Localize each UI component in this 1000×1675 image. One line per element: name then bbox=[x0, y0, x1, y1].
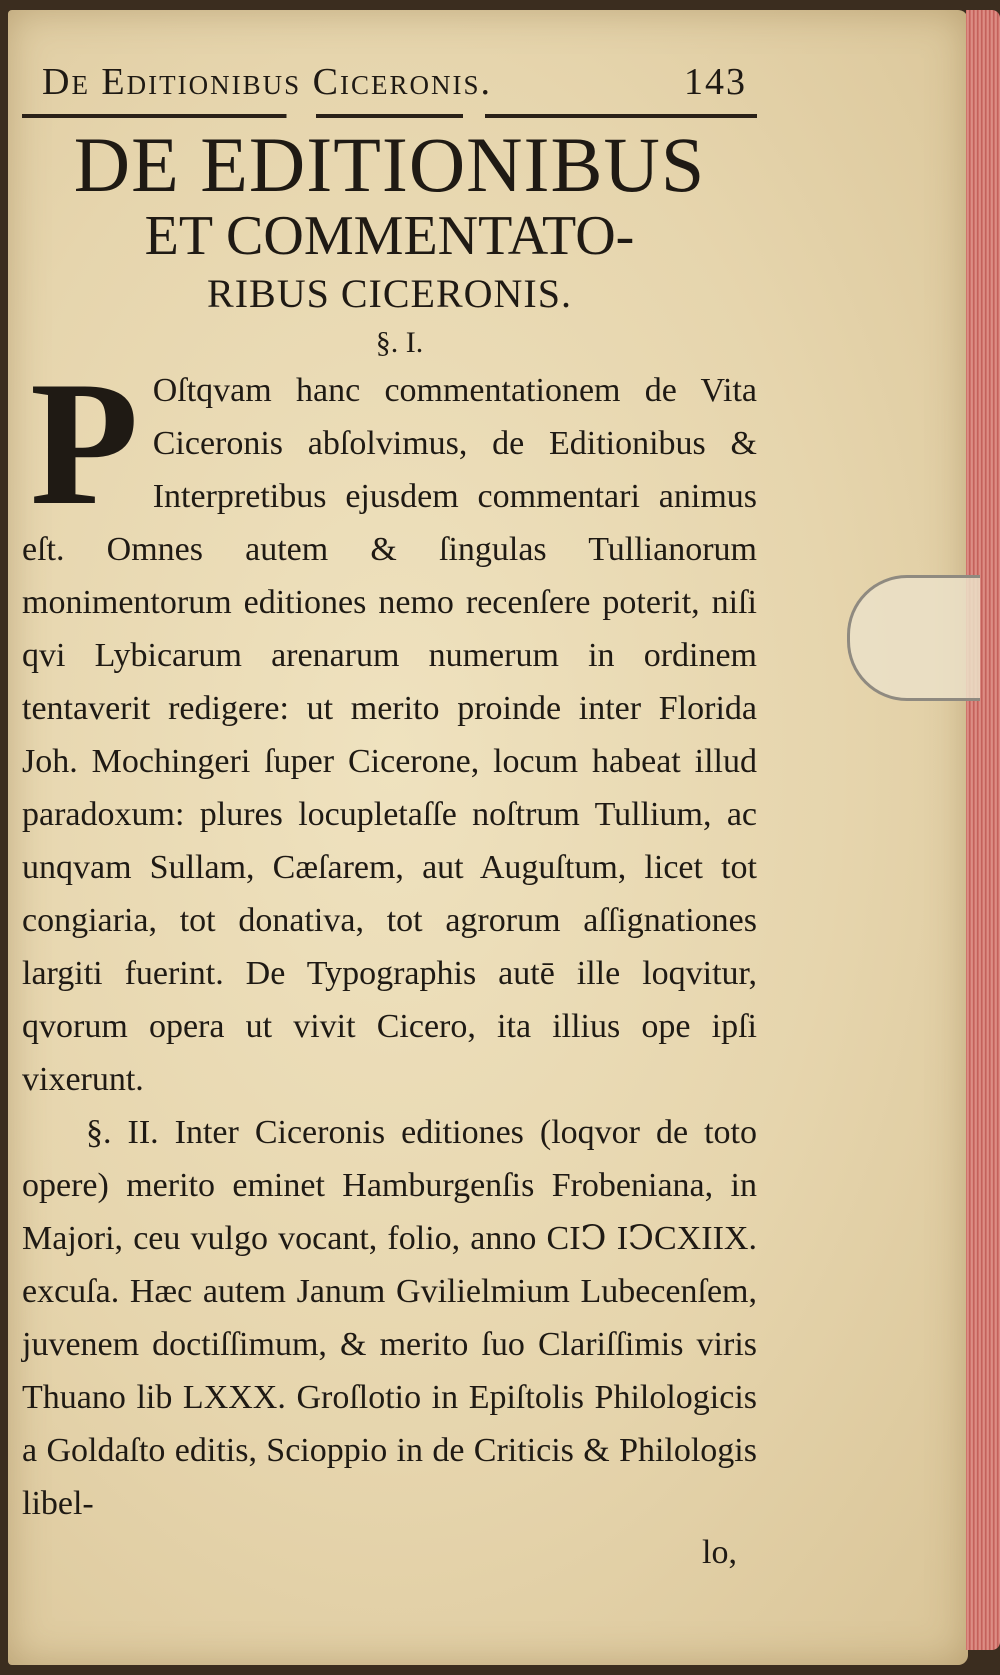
paragraph-1-text: Oſtqvam hanc commentationem de Vita Ciceronis abſolvimus, de Editionibus & Interpretibus ejusdem commentari animus eſt. Omnes autem & ſingulas Tullianorum monimentorum editiones nemo recenſere poterit, niſi qvi Lybicarum arenarum numerum in ordinem tentaverit redigere: ut merito proinde inter Florida Joh. Mochingeri ſuper Cicerone, locum habeat illud paradoxum: plures locupletaſſe noſtrum Tullium, ac unqvam Sullam, Cæſarem, aut Auguſtum, licet tot congiaria, tot donativa, tot agrorum aſſignationes largiti fuerint. De Typographis autē ille loqvitur, qvorum opera ut vivit Cicero, ita illius ope ipſi vixerunt. bbox=[22, 372, 757, 1099]
catchword: lo, bbox=[702, 1534, 737, 1572]
paragraph-2: §. II. Inter Ciceronis editiones (loqvor de toto opere) merito eminet Hamburgenſis Frobeniana, in Majori, ceu vulgo vocant, folio, anno CIↃ IↃCXIIX. excuſa. Hæc autem Janum Gvilielmium Lubecenſem, juvenem doctiſſimum, & merito ſuo Clariſſimis viris Thuano lib LXXX. Groſlotio in Epiſtolis Philologicis a Goldaſto editis, Scioppio in de Criticis & Philologis libel- bbox=[22, 1114, 757, 1523]
page-edge-red bbox=[966, 10, 1000, 1650]
page-content bbox=[22, 60, 757, 1572]
chapter-title-line3: RIBUS CICERONIS. bbox=[207, 271, 572, 317]
running-head bbox=[22, 60, 757, 104]
page-number: 143 bbox=[684, 61, 747, 103]
drop-cap: P bbox=[30, 344, 139, 543]
section-marker: §. I. bbox=[375, 326, 424, 360]
running-head-title: De Editionibus Ciceronis. bbox=[42, 61, 492, 103]
header-rule bbox=[22, 114, 757, 118]
bookmark-tab bbox=[847, 575, 980, 701]
paragraph-1 bbox=[22, 344, 757, 1106]
chapter-title-line2: ET COMMENTATO- bbox=[144, 205, 635, 267]
chapter-title-line1: DE EDITIONIBUS bbox=[73, 121, 706, 208]
